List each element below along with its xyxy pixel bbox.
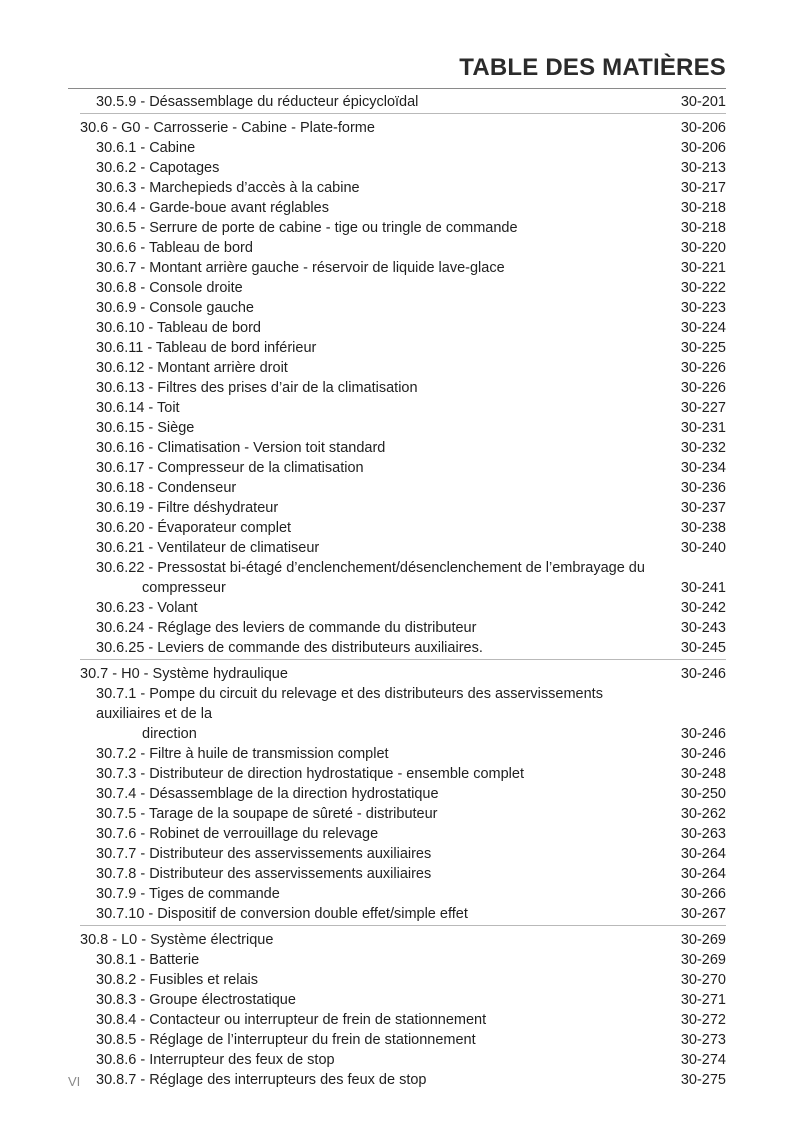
toc-entry-page-number: 30-246 bbox=[680, 726, 726, 742]
toc-entry-title bbox=[80, 418, 664, 438]
toc-entry-page-number: 30-232 bbox=[680, 440, 726, 456]
toc-entry-title-text: 30.7.5 - Tarage de la soupape de sûreté - distributeur bbox=[96, 806, 438, 822]
toc-entry-page-number: 30-225 bbox=[680, 340, 726, 356]
toc-entry-page-number: 30-270 bbox=[680, 972, 726, 988]
toc-entry-title bbox=[80, 438, 664, 458]
toc-entry-title-text: 30.6.1 - Cabine bbox=[96, 140, 196, 156]
toc-entry-title bbox=[80, 458, 664, 478]
toc-entry-title bbox=[80, 864, 664, 884]
toc-entry-page-number: 30-269 bbox=[680, 932, 726, 948]
toc-subsection-entry[interactable] bbox=[80, 598, 726, 618]
toc-entry-title bbox=[80, 358, 664, 378]
toc-subsection-entry[interactable] bbox=[80, 684, 726, 744]
toc-subsection-entry[interactable] bbox=[80, 884, 726, 904]
toc-entry-title-text: 30.6.18 - Condenseur bbox=[96, 480, 237, 496]
toc-subsection-entry[interactable] bbox=[80, 138, 726, 158]
toc-entry-page-number: 30-234 bbox=[680, 460, 726, 476]
toc-entry-title-text: 30.6.4 - Garde-boue avant réglables bbox=[96, 200, 329, 216]
toc-entry-title-text: 30.6.5 - Serrure de porte de cabine - tige ou tringle de commande bbox=[96, 220, 518, 236]
toc-subsection-entry[interactable] bbox=[80, 158, 726, 178]
toc-entry-title-text: 30.6.24 - Réglage des leviers de commande du distributeur bbox=[96, 620, 477, 636]
toc-entry-page-number: 30-236 bbox=[680, 480, 726, 496]
toc-entry-title-text: 30.7.3 - Distributeur de direction hydrostatique - ensemble complet bbox=[96, 766, 524, 782]
toc-entry-title bbox=[80, 558, 664, 598]
toc-entry-title bbox=[80, 318, 664, 338]
toc-entry-title-text: 30.8.5 - Réglage de l’interrupteur du frein de stationnement bbox=[96, 1032, 476, 1048]
toc-subsection-entry[interactable] bbox=[80, 92, 726, 112]
toc-entry-title-continuation: compresseur bbox=[142, 580, 226, 596]
toc-subsection-entry[interactable] bbox=[80, 338, 726, 358]
toc-section-group bbox=[80, 930, 726, 1091]
toc-entry-title-text: 30.6.22 - Pressostat bi-étagé d’enclenchement/désenclenchement de l’embrayage du bbox=[96, 560, 645, 576]
toc-entry-page-number: 30-221 bbox=[680, 260, 726, 276]
toc-entry-title bbox=[80, 764, 664, 784]
toc-subsection-entry[interactable] bbox=[80, 950, 726, 970]
toc-entry-title bbox=[80, 238, 664, 258]
toc-entry-title-text: 30.6.19 - Filtre déshydrateur bbox=[96, 500, 279, 516]
toc-subsection-entry[interactable] bbox=[80, 378, 726, 398]
toc-subsection-entry[interactable] bbox=[80, 498, 726, 518]
toc-subsection-entry[interactable] bbox=[80, 970, 726, 990]
toc-entry-title-text: 30.6.23 - Volant bbox=[96, 600, 198, 616]
toc-subsection-entry[interactable] bbox=[80, 904, 726, 924]
toc-entry-title bbox=[80, 1010, 664, 1030]
toc-entry-page-number: 30-274 bbox=[680, 1052, 726, 1068]
toc-entry-title bbox=[80, 1030, 664, 1050]
toc-subsection-entry[interactable] bbox=[80, 278, 726, 298]
toc-section-entry[interactable] bbox=[80, 664, 726, 684]
toc-entry-title-text: 30.8 - L0 - Système électrique bbox=[80, 932, 274, 948]
toc-entry-page-number: 30-250 bbox=[680, 786, 726, 802]
toc-entry-title bbox=[80, 138, 664, 158]
toc-subsection-entry[interactable] bbox=[80, 478, 726, 498]
toc-entry-title-text: 30.7.1 - Pompe du circuit du relevage et des distributeurs des asservissements auxiliaires et de la bbox=[96, 686, 603, 722]
toc-entry-page-number: 30-220 bbox=[680, 240, 726, 256]
toc-entry-title-text: 30.6.13 - Filtres des prises d’air de la climatisation bbox=[96, 380, 418, 396]
toc-entry-page-number: 30-264 bbox=[680, 846, 726, 862]
toc-entry-title bbox=[80, 784, 664, 804]
toc-entry-title-text: 30.7.9 - Tiges de commande bbox=[96, 886, 280, 902]
toc-entry-page-number: 30-246 bbox=[680, 666, 726, 682]
toc-entry-title bbox=[80, 684, 664, 744]
toc-entry-title-text: 30.8.1 - Batterie bbox=[96, 952, 200, 968]
toc-entry-title-text: 30.6.14 - Toit bbox=[96, 400, 180, 416]
toc-subsection-entry[interactable] bbox=[80, 518, 726, 538]
toc-entry-title-text: 30.6.2 - Capotages bbox=[96, 160, 220, 176]
toc-section-entry[interactable] bbox=[80, 930, 726, 950]
toc-subsection-entry[interactable] bbox=[80, 458, 726, 478]
toc-entry-page-number: 30-222 bbox=[680, 280, 726, 296]
toc-entry-title bbox=[80, 478, 664, 498]
toc-section-group bbox=[80, 664, 726, 926]
toc-subsection-entry[interactable] bbox=[80, 1070, 726, 1090]
toc-entry-page-number: 30-238 bbox=[680, 520, 726, 536]
toc-entry-page-number: 30-243 bbox=[680, 620, 726, 636]
toc-entry-page-number: 30-269 bbox=[680, 952, 726, 968]
toc-entry-page-number: 30-266 bbox=[680, 886, 726, 902]
toc-subsection-entry[interactable] bbox=[80, 1050, 726, 1070]
toc-entry-title bbox=[80, 904, 664, 924]
toc-subsection-entry[interactable] bbox=[80, 824, 726, 844]
toc-entry-title-continuation: direction bbox=[142, 726, 197, 742]
toc-entry-title bbox=[80, 158, 664, 178]
toc-entry-title-text: 30.6.10 - Tableau de bord bbox=[96, 320, 262, 336]
toc-entry-title bbox=[80, 950, 664, 970]
toc-entry-title bbox=[80, 178, 664, 198]
toc-entry-title-text: 30.7 - H0 - Système hydraulique bbox=[80, 666, 288, 682]
toc-entry-title bbox=[80, 398, 664, 418]
toc-entry-title-text: 30.6.3 - Marchepieds d’accès à la cabine bbox=[96, 180, 360, 196]
toc-subsection-entry[interactable] bbox=[80, 784, 726, 804]
toc-subsection-entry[interactable] bbox=[80, 438, 726, 458]
toc-entry-title-text: 30.6.6 - Tableau de bord bbox=[96, 240, 253, 256]
toc-entry-page-number: 30-237 bbox=[680, 500, 726, 516]
toc-entry-title bbox=[80, 538, 664, 558]
toc-entry-page-number: 30-213 bbox=[680, 160, 726, 176]
toc-subsection-entry[interactable] bbox=[80, 398, 726, 418]
toc-entry-title bbox=[80, 844, 664, 864]
toc-entry-title-text: 30.6.9 - Console gauche bbox=[96, 300, 254, 316]
toc-subsection-entry[interactable] bbox=[80, 198, 726, 218]
toc-entry-title-text: 30.8.3 - Groupe électrostatique bbox=[96, 992, 296, 1008]
toc-section-entry[interactable] bbox=[80, 118, 726, 138]
toc-entry-title bbox=[80, 930, 664, 950]
toc-entry-page-number: 30-275 bbox=[680, 1072, 726, 1088]
toc-entry-title-text: 30.7.7 - Distributeur des asservissements auxiliaires bbox=[96, 846, 432, 862]
toc-subsection-entry[interactable] bbox=[80, 618, 726, 638]
toc-entry-title bbox=[80, 498, 664, 518]
toc-entry-title-text: 30.7.4 - Désassemblage de la direction hydrostatique bbox=[96, 786, 439, 802]
toc-entry-title bbox=[80, 744, 664, 764]
toc-subsection-entry[interactable] bbox=[80, 538, 726, 558]
toc-entry-title-text: 30.7.10 - Dispositif de conversion double effet/simple effet bbox=[96, 906, 468, 922]
toc-entry-title bbox=[80, 338, 664, 358]
toc-entry-title-text: 30.8.4 - Contacteur ou interrupteur de frein de stationnement bbox=[96, 1012, 487, 1028]
toc-entry-title bbox=[80, 618, 664, 638]
toc-subsection-entry[interactable] bbox=[80, 258, 726, 278]
toc-entry-title-text: 30.6.15 - Siège bbox=[96, 420, 195, 436]
toc-subsection-entry[interactable] bbox=[80, 1010, 726, 1030]
toc-subsection-entry[interactable] bbox=[80, 178, 726, 198]
toc-entry-page-number: 30-272 bbox=[680, 1012, 726, 1028]
toc-entry-title-text: 30.6.8 - Console droite bbox=[96, 280, 243, 296]
toc-entry-page-number: 30-245 bbox=[680, 640, 726, 656]
toc-subsection-entry[interactable] bbox=[80, 358, 726, 378]
toc-subsection-entry[interactable] bbox=[80, 864, 726, 884]
toc-entry-title bbox=[80, 824, 664, 844]
toc-section-group bbox=[80, 92, 726, 114]
page-number: VI bbox=[68, 1074, 81, 1089]
toc-entry-title-text: 30.6 - G0 - Carrosserie - Cabine - Plate-forme bbox=[80, 120, 375, 136]
toc-entry-page-number: 30-217 bbox=[680, 180, 726, 196]
toc-entry-title bbox=[80, 990, 664, 1010]
toc-entry-page-number: 30-206 bbox=[680, 120, 726, 136]
toc-subsection-entry[interactable] bbox=[80, 804, 726, 824]
toc-entry-title-text: 30.6.17 - Compresseur de la climatisation bbox=[96, 460, 364, 476]
toc-subsection-entry[interactable] bbox=[80, 638, 726, 658]
toc-entry-page-number: 30-242 bbox=[680, 600, 726, 616]
toc-entry-page-number: 30-263 bbox=[680, 826, 726, 842]
toc-subsection-entry[interactable] bbox=[80, 1030, 726, 1050]
toc-subsection-entry[interactable] bbox=[80, 318, 726, 338]
toc-entry-page-number: 30-201 bbox=[680, 94, 726, 110]
toc-entry-page-number: 30-218 bbox=[680, 220, 726, 236]
toc-entry-page-number: 30-246 bbox=[680, 746, 726, 762]
toc-entry-title bbox=[80, 1070, 664, 1090]
toc-entry-title bbox=[80, 218, 664, 238]
toc-entry-title-text: 30.6.11 - Tableau de bord inférieur bbox=[96, 340, 317, 356]
toc-entry-title-text: 30.7.6 - Robinet de verrouillage du relevage bbox=[96, 826, 379, 842]
toc-entry-title-text: 30.6.20 - Évaporateur complet bbox=[96, 520, 292, 536]
toc-entry-page-number: 30-227 bbox=[680, 400, 726, 416]
toc-entry-page-number: 30-240 bbox=[680, 540, 726, 556]
toc-entry-page-number: 30-226 bbox=[680, 380, 726, 396]
toc-subsection-entry[interactable] bbox=[80, 844, 726, 864]
toc-entry-title-text: 30.6.21 - Ventilateur de climatiseur bbox=[96, 540, 320, 556]
toc-subsection-entry[interactable] bbox=[80, 558, 726, 598]
toc-entry-title bbox=[80, 258, 664, 278]
toc-entry-title-text: 30.6.7 - Montant arrière gauche - réservoir de liquide lave-glace bbox=[96, 260, 505, 276]
toc-subsection-entry[interactable] bbox=[80, 218, 726, 238]
toc-entry-page-number: 30-223 bbox=[680, 300, 726, 316]
toc-subsection-entry[interactable] bbox=[80, 298, 726, 318]
toc-entry-title-text: 30.8.7 - Réglage des interrupteurs des feux de stop bbox=[96, 1072, 427, 1088]
toc-entry-title bbox=[80, 118, 664, 138]
header-divider bbox=[68, 88, 726, 89]
toc-subsection-entry[interactable] bbox=[80, 764, 726, 784]
page-title: TABLE DES MATIÈRES bbox=[459, 54, 726, 81]
toc-entry-title bbox=[80, 92, 664, 112]
toc-entry-title bbox=[80, 664, 664, 684]
toc-entry-title bbox=[80, 198, 664, 218]
toc-entry-title bbox=[80, 884, 664, 904]
toc-entry-page-number: 30-271 bbox=[680, 992, 726, 1008]
toc-entry-title-text: 30.8.2 - Fusibles et relais bbox=[96, 972, 258, 988]
toc-entry-title bbox=[80, 278, 664, 298]
toc-section-group bbox=[80, 118, 726, 660]
toc-entry-title-text: 30.6.16 - Climatisation - Version toit standard bbox=[96, 440, 386, 456]
toc-subsection-entry[interactable] bbox=[80, 238, 726, 258]
toc-entry-title bbox=[80, 378, 664, 398]
toc-entry-page-number: 30-218 bbox=[680, 200, 726, 216]
toc-entry-page-number: 30-273 bbox=[680, 1032, 726, 1048]
toc-entry-page-number: 30-224 bbox=[680, 320, 726, 336]
toc-subsection-entry[interactable] bbox=[80, 418, 726, 438]
toc-entry-title-text: 30.8.6 - Interrupteur des feux de stop bbox=[96, 1052, 335, 1068]
toc-entry-title bbox=[80, 518, 664, 538]
toc-entry-page-number: 30-241 bbox=[680, 580, 726, 596]
toc-entry-title-text: 30.6.25 - Leviers de commande des distributeurs auxiliaires. bbox=[96, 640, 483, 656]
toc-entry-page-number: 30-231 bbox=[680, 420, 726, 436]
table-of-contents bbox=[80, 92, 726, 1095]
toc-entry-title bbox=[80, 970, 664, 990]
toc-entry-page-number: 30-264 bbox=[680, 866, 726, 882]
toc-subsection-entry[interactable] bbox=[80, 990, 726, 1010]
toc-entry-title bbox=[80, 638, 664, 658]
toc-subsection-entry[interactable] bbox=[80, 744, 726, 764]
toc-entry-page-number: 30-267 bbox=[680, 906, 726, 922]
toc-entry-page-number: 30-262 bbox=[680, 806, 726, 822]
toc-entry-title-text: 30.7.2 - Filtre à huile de transmission complet bbox=[96, 746, 389, 762]
toc-entry-page-number: 30-248 bbox=[680, 766, 726, 782]
toc-entry-title-text: 30.5.9 - Désassemblage du réducteur épicycloïdal bbox=[96, 94, 419, 110]
toc-entry-page-number: 30-226 bbox=[680, 360, 726, 376]
toc-entry-title-text: 30.6.12 - Montant arrière droit bbox=[96, 360, 288, 376]
toc-entry-title bbox=[80, 298, 664, 318]
toc-entry-title-text: 30.7.8 - Distributeur des asservissements auxiliaires bbox=[96, 866, 432, 882]
toc-entry-title bbox=[80, 804, 664, 824]
toc-entry-title bbox=[80, 1050, 664, 1070]
toc-entry-title bbox=[80, 598, 664, 618]
toc-entry-page-number: 30-206 bbox=[680, 140, 726, 156]
